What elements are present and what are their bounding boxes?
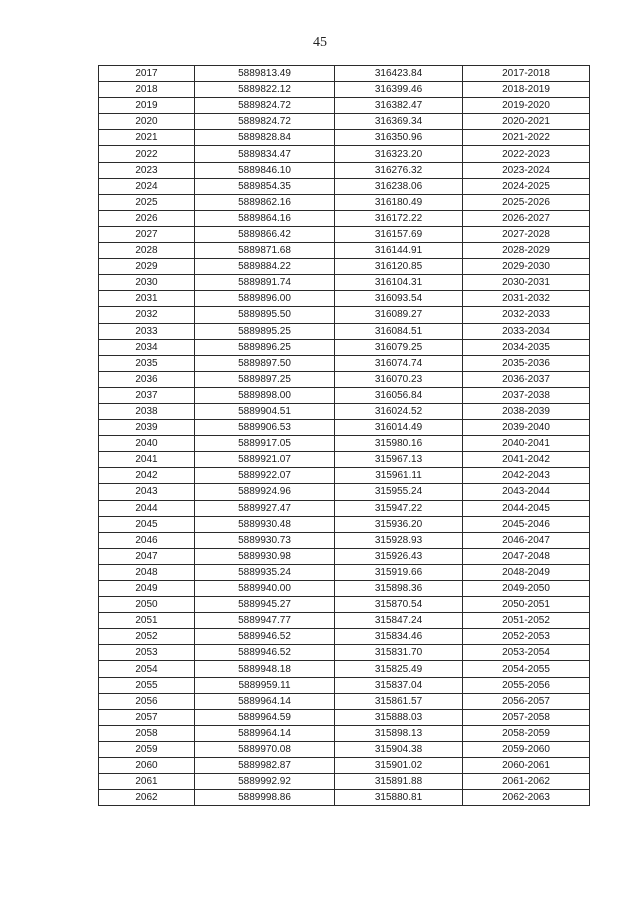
y-coordinate-cell: 316104.31 [335,275,463,291]
point-number-cell: 2028 [99,243,195,259]
y-coordinate-cell: 316399.46 [335,82,463,98]
table-row [99,452,590,468]
x-coordinate-cell: 5889948.18 [195,661,335,677]
table-row [99,210,590,226]
y-coordinate-cell: 316238.06 [335,178,463,194]
x-coordinate-cell: 5889964.14 [195,693,335,709]
point-number-cell: 2029 [99,259,195,275]
x-coordinate-cell: 5889824.72 [195,98,335,114]
table-row [99,66,590,82]
point-number-cell: 2021 [99,130,195,146]
point-number-cell: 2027 [99,226,195,242]
table-row [99,420,590,436]
point-number-cell: 2020 [99,114,195,130]
y-coordinate-cell: 315904.38 [335,741,463,757]
x-coordinate-cell: 5889930.48 [195,516,335,532]
table-row [99,758,590,774]
y-coordinate-cell: 315834.46 [335,629,463,645]
x-coordinate-cell: 5889862.16 [195,194,335,210]
segment-cell: 2058-2059 [463,725,590,741]
point-number-cell: 2060 [99,758,195,774]
y-coordinate-cell: 316079.25 [335,339,463,355]
point-number-cell: 2061 [99,774,195,790]
y-coordinate-cell: 315928.93 [335,532,463,548]
y-coordinate-cell: 316089.27 [335,307,463,323]
y-coordinate-cell: 315861.57 [335,693,463,709]
point-number-cell: 2024 [99,178,195,194]
x-coordinate-cell: 5889897.25 [195,371,335,387]
segment-cell: 2049-2050 [463,581,590,597]
y-coordinate-cell: 315955.24 [335,484,463,500]
table-row [99,581,590,597]
segment-cell: 2051-2052 [463,613,590,629]
segment-cell: 2027-2028 [463,226,590,242]
table-row [99,291,590,307]
y-coordinate-cell: 315880.81 [335,790,463,806]
y-coordinate-cell: 315947.22 [335,500,463,516]
point-number-cell: 2030 [99,275,195,291]
table-row [99,661,590,677]
segment-cell: 2042-2043 [463,468,590,484]
x-coordinate-cell: 5889895.50 [195,307,335,323]
table-row [99,741,590,757]
x-coordinate-cell: 5889896.00 [195,291,335,307]
x-coordinate-cell: 5889824.72 [195,114,335,130]
segment-cell: 2053-2054 [463,645,590,661]
y-coordinate-cell: 316074.74 [335,355,463,371]
point-number-cell: 2052 [99,629,195,645]
point-number-cell: 2048 [99,564,195,580]
y-coordinate-cell: 316093.54 [335,291,463,307]
segment-cell: 2031-2032 [463,291,590,307]
segment-cell: 2033-2034 [463,323,590,339]
table-row [99,162,590,178]
table-row [99,98,590,114]
segment-cell: 2061-2062 [463,774,590,790]
point-number-cell: 2056 [99,693,195,709]
segment-cell: 2056-2057 [463,693,590,709]
segment-cell: 2030-2031 [463,275,590,291]
point-number-cell: 2036 [99,371,195,387]
table-row [99,323,590,339]
x-coordinate-cell: 5889846.10 [195,162,335,178]
segment-cell: 2034-2035 [463,339,590,355]
segment-cell: 2019-2020 [463,98,590,114]
point-number-cell: 2031 [99,291,195,307]
y-coordinate-cell: 316172.22 [335,210,463,226]
table-row [99,532,590,548]
y-coordinate-cell: 316323.20 [335,146,463,162]
point-number-cell: 2044 [99,500,195,516]
point-number-cell: 2059 [99,741,195,757]
point-number-cell: 2043 [99,484,195,500]
y-coordinate-cell: 316180.49 [335,194,463,210]
segment-cell: 2043-2044 [463,484,590,500]
segment-cell: 2017-2018 [463,66,590,82]
coordinates-table [98,65,590,806]
table-row [99,548,590,564]
segment-cell: 2040-2041 [463,436,590,452]
y-coordinate-cell: 315961.11 [335,468,463,484]
point-number-cell: 2045 [99,516,195,532]
x-coordinate-cell: 5889871.68 [195,243,335,259]
x-coordinate-cell: 5889854.35 [195,178,335,194]
y-coordinate-cell: 315870.54 [335,597,463,613]
point-number-cell: 2042 [99,468,195,484]
x-coordinate-cell: 5889828.84 [195,130,335,146]
table-row [99,790,590,806]
point-number-cell: 2055 [99,677,195,693]
segment-cell: 2036-2037 [463,371,590,387]
x-coordinate-cell: 5889970.08 [195,741,335,757]
point-number-cell: 2038 [99,403,195,419]
y-coordinate-cell: 316382.47 [335,98,463,114]
x-coordinate-cell: 5889834.47 [195,146,335,162]
x-coordinate-cell: 5889864.16 [195,210,335,226]
y-coordinate-cell: 316014.49 [335,420,463,436]
point-number-cell: 2057 [99,709,195,725]
table-row [99,307,590,323]
table-row [99,275,590,291]
segment-cell: 2022-2023 [463,146,590,162]
point-number-cell: 2049 [99,581,195,597]
y-coordinate-cell: 315898.13 [335,725,463,741]
point-number-cell: 2032 [99,307,195,323]
x-coordinate-cell: 5889921.07 [195,452,335,468]
y-coordinate-cell: 316157.69 [335,226,463,242]
y-coordinate-cell: 315980.16 [335,436,463,452]
x-coordinate-cell: 5889898.00 [195,387,335,403]
point-number-cell: 2037 [99,387,195,403]
point-number-cell: 2018 [99,82,195,98]
x-coordinate-cell: 5889822.12 [195,82,335,98]
segment-cell: 2046-2047 [463,532,590,548]
segment-cell: 2054-2055 [463,661,590,677]
y-coordinate-cell: 315888.03 [335,709,463,725]
point-number-cell: 2041 [99,452,195,468]
table-row [99,725,590,741]
point-number-cell: 2017 [99,66,195,82]
x-coordinate-cell: 5889982.87 [195,758,335,774]
x-coordinate-cell: 5889959.11 [195,677,335,693]
segment-cell: 2028-2029 [463,243,590,259]
segment-cell: 2050-2051 [463,597,590,613]
table-row [99,146,590,162]
y-coordinate-cell: 315847.24 [335,613,463,629]
point-number-cell: 2019 [99,98,195,114]
point-number-cell: 2047 [99,548,195,564]
x-coordinate-cell: 5889813.49 [195,66,335,82]
point-number-cell: 2025 [99,194,195,210]
point-number-cell: 2062 [99,790,195,806]
x-coordinate-cell: 5889946.52 [195,645,335,661]
table-row [99,243,590,259]
segment-cell: 2057-2058 [463,709,590,725]
segment-cell: 2062-2063 [463,790,590,806]
table-row [99,597,590,613]
point-number-cell: 2023 [99,162,195,178]
y-coordinate-cell: 316350.96 [335,130,463,146]
table-row [99,114,590,130]
point-number-cell: 2033 [99,323,195,339]
point-number-cell: 2054 [99,661,195,677]
y-coordinate-cell: 315837.04 [335,677,463,693]
table-row [99,194,590,210]
segment-cell: 2048-2049 [463,564,590,580]
x-coordinate-cell: 5889917.05 [195,436,335,452]
point-number-cell: 2040 [99,436,195,452]
x-coordinate-cell: 5889922.07 [195,468,335,484]
table-row [99,629,590,645]
point-number-cell: 2058 [99,725,195,741]
table-row [99,468,590,484]
y-coordinate-cell: 316423.84 [335,66,463,82]
x-coordinate-cell: 5889896.25 [195,339,335,355]
x-coordinate-cell: 5889924.96 [195,484,335,500]
segment-cell: 2044-2045 [463,500,590,516]
y-coordinate-cell: 315891.88 [335,774,463,790]
point-number-cell: 2022 [99,146,195,162]
segment-cell: 2032-2033 [463,307,590,323]
segment-cell: 2059-2060 [463,741,590,757]
table-row [99,355,590,371]
y-coordinate-cell: 316070.23 [335,371,463,387]
segment-cell: 2021-2022 [463,130,590,146]
x-coordinate-cell: 5889895.25 [195,323,335,339]
table-row [99,178,590,194]
x-coordinate-cell: 5889964.59 [195,709,335,725]
segment-cell: 2055-2056 [463,677,590,693]
table-row [99,436,590,452]
segment-cell: 2026-2027 [463,210,590,226]
x-coordinate-cell: 5889884.22 [195,259,335,275]
table-row [99,484,590,500]
table-row [99,645,590,661]
y-coordinate-cell: 315919.66 [335,564,463,580]
segment-cell: 2052-2053 [463,629,590,645]
x-coordinate-cell: 5889935.24 [195,564,335,580]
y-coordinate-cell: 315926.43 [335,548,463,564]
table-row [99,516,590,532]
table-row [99,387,590,403]
y-coordinate-cell: 315936.20 [335,516,463,532]
point-number-cell: 2039 [99,420,195,436]
segment-cell: 2037-2038 [463,387,590,403]
segment-cell: 2039-2040 [463,420,590,436]
table-row [99,709,590,725]
y-coordinate-cell: 315825.49 [335,661,463,677]
table-row [99,564,590,580]
table-row [99,613,590,629]
table-row [99,677,590,693]
point-number-cell: 2026 [99,210,195,226]
segment-cell: 2038-2039 [463,403,590,419]
y-coordinate-cell: 316084.51 [335,323,463,339]
table-row [99,339,590,355]
x-coordinate-cell: 5889891.74 [195,275,335,291]
table-row [99,403,590,419]
segment-cell: 2020-2021 [463,114,590,130]
y-coordinate-cell: 316024.52 [335,403,463,419]
y-coordinate-cell: 315898.36 [335,581,463,597]
x-coordinate-cell: 5889998.86 [195,790,335,806]
x-coordinate-cell: 5889940.00 [195,581,335,597]
segment-cell: 2041-2042 [463,452,590,468]
segment-cell: 2035-2036 [463,355,590,371]
segment-cell: 2029-2030 [463,259,590,275]
y-coordinate-cell: 315901.02 [335,758,463,774]
x-coordinate-cell: 5889946.52 [195,629,335,645]
y-coordinate-cell: 316120.85 [335,259,463,275]
page-number: 45 [313,35,327,50]
x-coordinate-cell: 5889904.51 [195,403,335,419]
x-coordinate-cell: 5889964.14 [195,725,335,741]
table-row [99,371,590,387]
segment-cell: 2023-2024 [463,162,590,178]
segment-cell: 2025-2026 [463,194,590,210]
x-coordinate-cell: 5889927.47 [195,500,335,516]
y-coordinate-cell: 316369.34 [335,114,463,130]
table-row [99,500,590,516]
y-coordinate-cell: 316276.32 [335,162,463,178]
x-coordinate-cell: 5889945.27 [195,597,335,613]
table-row [99,82,590,98]
x-coordinate-cell: 5889866.42 [195,226,335,242]
point-number-cell: 2035 [99,355,195,371]
x-coordinate-cell: 5889930.98 [195,548,335,564]
segment-cell: 2018-2019 [463,82,590,98]
y-coordinate-cell: 316144.91 [335,243,463,259]
segment-cell: 2047-2048 [463,548,590,564]
table-row [99,130,590,146]
y-coordinate-cell: 315967.13 [335,452,463,468]
segment-cell: 2060-2061 [463,758,590,774]
x-coordinate-cell: 5889930.73 [195,532,335,548]
table-row [99,693,590,709]
x-coordinate-cell: 5889906.53 [195,420,335,436]
segment-cell: 2024-2025 [463,178,590,194]
y-coordinate-cell: 316056.84 [335,387,463,403]
coordinates-table-body [99,66,590,806]
x-coordinate-cell: 5889897.50 [195,355,335,371]
segment-cell: 2045-2046 [463,516,590,532]
table-row [99,774,590,790]
point-number-cell: 2053 [99,645,195,661]
point-number-cell: 2050 [99,597,195,613]
table-row [99,259,590,275]
table-row [99,226,590,242]
x-coordinate-cell: 5889992.92 [195,774,335,790]
point-number-cell: 2051 [99,613,195,629]
point-number-cell: 2034 [99,339,195,355]
point-number-cell: 2046 [99,532,195,548]
x-coordinate-cell: 5889947.77 [195,613,335,629]
y-coordinate-cell: 315831.70 [335,645,463,661]
